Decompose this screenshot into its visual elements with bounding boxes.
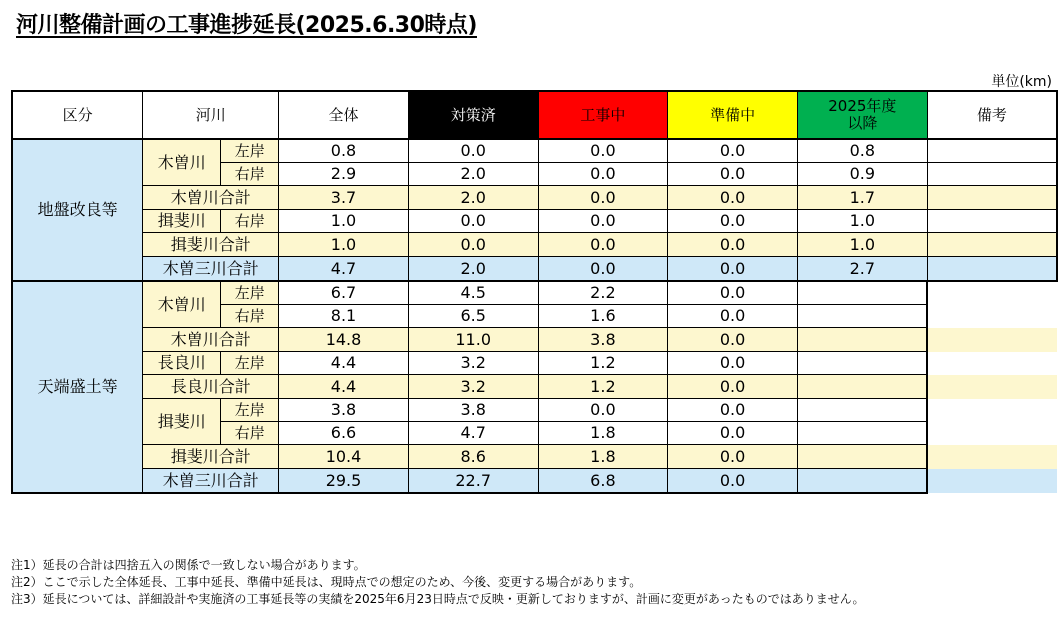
cell-done: 2.0 (408, 257, 538, 282)
cell-preparing: 0.0 (668, 375, 798, 399)
cell-in-progress: 0.0 (538, 186, 668, 210)
header-later (797, 91, 927, 139)
cell-done: 22.7 (408, 469, 538, 494)
cell-total: 10.4 (279, 445, 409, 469)
header-remarks: 備考 (927, 91, 1057, 139)
cell-total: 6.6 (279, 422, 409, 445)
subtotal-label: 木曽川合計 (143, 186, 279, 210)
cell-preparing: 0.0 (668, 422, 798, 445)
cell-done: 6.5 (408, 305, 538, 328)
cell-preparing: 0.0 (668, 163, 798, 186)
table-row (12, 281, 1057, 305)
cell-later (797, 399, 927, 422)
cell-total: 14.8 (279, 328, 409, 352)
bank-label: 左岸 (221, 399, 279, 422)
cell-remarks (927, 186, 1057, 210)
cell-preparing: 0.0 (668, 305, 798, 328)
river-name-ibi: 揖斐川 (143, 210, 221, 233)
cell-later (797, 469, 927, 494)
cell-preparing: 0.0 (668, 210, 798, 233)
cell-later (797, 422, 927, 445)
table-row (12, 139, 1057, 163)
bank-label: 右岸 (221, 422, 279, 445)
cell-later: 1.7 (797, 186, 927, 210)
cell-done: 4.5 (408, 281, 538, 305)
cell-preparing: 0.0 (668, 328, 798, 352)
cell-in-progress: 1.6 (538, 305, 668, 328)
cell-later (797, 445, 927, 469)
river-name-nagara: 長良川 (143, 352, 221, 375)
cell-in-progress: 0.0 (538, 399, 668, 422)
table-row (12, 399, 1057, 422)
cell-done: 8.6 (408, 445, 538, 469)
cell-total: 4.4 (279, 375, 409, 399)
cell-total: 6.7 (279, 281, 409, 305)
three-rivers-label: 木曽三川合計 (143, 257, 279, 282)
bank-label: 右岸 (221, 163, 279, 186)
cell-preparing: 0.0 (668, 352, 798, 375)
progress-table (11, 90, 1058, 494)
cell-total: 3.7 (279, 186, 409, 210)
subtotal-label: 揖斐川合計 (143, 233, 279, 257)
bank-label: 左岸 (221, 352, 279, 375)
cell-preparing: 0.0 (668, 233, 798, 257)
cell-in-progress: 0.0 (538, 257, 668, 282)
subtotal-row (12, 445, 1057, 469)
cell-in-progress: 0.0 (538, 163, 668, 186)
table-row (12, 210, 1057, 233)
header-in-progress: 工事中 (538, 91, 668, 139)
bank-label: 右岸 (221, 210, 279, 233)
cell-in-progress: 0.0 (538, 233, 668, 257)
cell-total: 4.4 (279, 352, 409, 375)
three-rivers-total-row (12, 257, 1057, 282)
footnotes (11, 557, 864, 608)
table-row (12, 352, 1057, 375)
cell-in-progress: 3.8 (538, 328, 668, 352)
unit-label: 単位(km) (991, 74, 1052, 90)
river-name-kiso: 木曽川 (143, 281, 221, 328)
cell-done: 2.0 (408, 186, 538, 210)
cell-done: 3.8 (408, 399, 538, 422)
footnote: 注2）ここで示した全体延長、工事中延長、準備中延長は、現時点での想定のため、今後、変更する場合があります。 (11, 575, 642, 589)
cell-later: 1.0 (797, 210, 927, 233)
cell-done: 0.0 (408, 139, 538, 163)
subtotal-row (12, 375, 1057, 399)
header-later-line1: 2025年度 (828, 97, 897, 115)
three-rivers-label: 木曽三川合計 (143, 469, 279, 494)
cell-later: 2.7 (797, 257, 927, 282)
header-done: 対策済 (408, 91, 538, 139)
cell-total: 0.8 (279, 139, 409, 163)
cell-in-progress: 6.8 (538, 469, 668, 494)
footnote: 注1）延長の合計は四捨五入の関係で一致しない場合があります。 (11, 558, 366, 572)
subtotal-row (12, 233, 1057, 257)
page-title: 河川整備計画の工事進捗延長(2025.6.30時点) (16, 13, 477, 38)
cell-in-progress: 0.0 (538, 210, 668, 233)
cell-total: 1.0 (279, 233, 409, 257)
river-name-kiso: 木曽川 (143, 139, 221, 186)
cell-in-progress: 1.8 (538, 445, 668, 469)
bank-label: 左岸 (221, 139, 279, 163)
cell-later: 1.0 (797, 233, 927, 257)
section-label-ground: 地盤改良等 (12, 139, 143, 281)
cell-in-progress: 0.0 (538, 139, 668, 163)
cell-total: 29.5 (279, 469, 409, 494)
subtotal-row (12, 186, 1057, 210)
cell-in-progress: 1.2 (538, 352, 668, 375)
subtotal-label: 木曽川合計 (143, 328, 279, 352)
cell-done: 4.7 (408, 422, 538, 445)
cell-remarks (927, 233, 1057, 257)
cell-remarks (927, 257, 1057, 282)
cell-in-progress: 1.8 (538, 422, 668, 445)
cell-preparing: 0.0 (668, 281, 798, 305)
cell-remarks (927, 139, 1057, 163)
cell-preparing: 0.0 (668, 469, 798, 494)
cell-preparing: 0.0 (668, 399, 798, 422)
cell-total: 3.8 (279, 399, 409, 422)
bank-label: 右岸 (221, 305, 279, 328)
cell-remarks (927, 210, 1057, 233)
bank-label: 左岸 (221, 281, 279, 305)
cell-done: 11.0 (408, 328, 538, 352)
cell-done: 3.2 (408, 375, 538, 399)
cell-done: 0.0 (408, 210, 538, 233)
cell-later (797, 281, 927, 305)
header-preparing: 準備中 (668, 91, 798, 139)
cell-preparing: 0.0 (668, 139, 798, 163)
river-name-ibi: 揖斐川 (143, 399, 221, 445)
header-later-line2: 以降 (847, 114, 878, 132)
cell-in-progress: 2.2 (538, 281, 668, 305)
cell-in-progress: 1.2 (538, 375, 668, 399)
cell-later (797, 375, 927, 399)
cell-later: 0.9 (797, 163, 927, 186)
cell-total: 1.0 (279, 210, 409, 233)
header-river: 河川 (143, 91, 279, 139)
cell-total: 8.1 (279, 305, 409, 328)
footnote: 注3）延長については、詳細設計や実施済の工事延長等の実績を2025年6月23日時点で反映・更新しておりますが、計画に変更があったものではありません。 (11, 592, 865, 606)
table-header-row (12, 91, 1057, 139)
cell-later: 0.8 (797, 139, 927, 163)
cell-done: 2.0 (408, 163, 538, 186)
cell-preparing: 0.0 (668, 186, 798, 210)
section-label-levee: 天端盛土等 (12, 281, 143, 493)
three-rivers-total-row (12, 469, 1057, 494)
header-section: 区分 (12, 91, 143, 139)
cell-total: 2.9 (279, 163, 409, 186)
subtotal-row (12, 328, 1057, 352)
cell-preparing: 0.0 (668, 445, 798, 469)
cell-later (797, 305, 927, 328)
subtotal-label: 長良川合計 (143, 375, 279, 399)
cell-later (797, 328, 927, 352)
cell-done: 0.0 (408, 233, 538, 257)
header-total: 全体 (279, 91, 409, 139)
cell-later (797, 352, 927, 375)
cell-done: 3.2 (408, 352, 538, 375)
cell-total: 4.7 (279, 257, 409, 282)
subtotal-label: 揖斐川合計 (143, 445, 279, 469)
cell-remarks (927, 163, 1057, 186)
cell-preparing: 0.0 (668, 257, 798, 282)
